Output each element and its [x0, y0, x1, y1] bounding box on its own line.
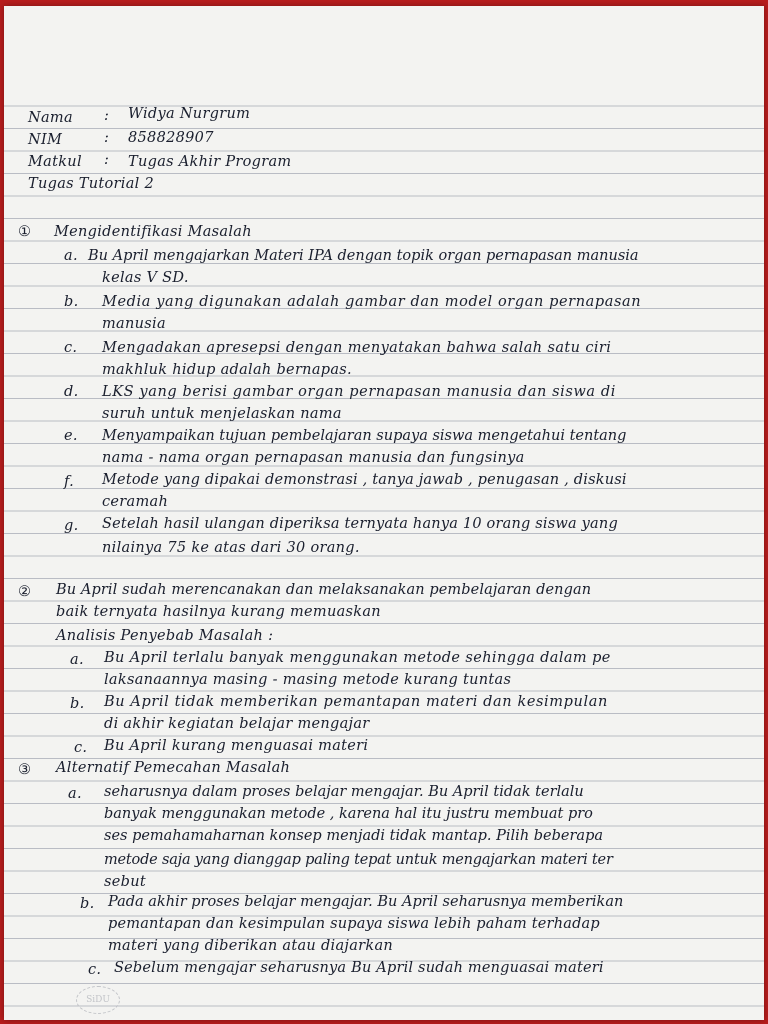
item-line: metode saja yang dianggap paling tepat untuk mengajarkan materi ter [104, 852, 613, 868]
item-line: di akhir kegiatan belajar mengajar [104, 716, 370, 732]
analysis-title: Analisis Penyebab Masalah : [56, 628, 274, 644]
section-3-title: Alternatif Pemecahan Masalah [56, 760, 291, 776]
item-line: Metode yang dipakai demonstrasi , tanya jawab , penugasan , diskusi [102, 472, 627, 488]
item-line: seharusnya dalam proses belajar mengajar. Bu April tidak terlalu [104, 784, 584, 800]
matkul-label: Matkul [28, 154, 82, 170]
matkul-value: Tugas Akhir Program [128, 154, 292, 170]
item-line: Bu April mengajarkan Materi IPA dengan topik organ pernapasan manusia [88, 248, 639, 264]
item-line: makhluk hidup adalah bernapas. [102, 362, 352, 378]
item-line: pemantapan dan kesimpulan supaya siswa lebih paham terhadap [108, 916, 600, 932]
section-2-line: baik ternyata hasilnya kurang memuaskan [56, 604, 381, 620]
item-letter: a. [64, 248, 78, 264]
item-letter: c. [88, 962, 102, 978]
item-line: Bu April terlalu banyak menggunakan metode sehingga dalam pe [104, 650, 611, 666]
item-line: Bu April tidak memberikan pemantapan materi dan kesimpulan [104, 694, 608, 710]
item-line: Setelah hasil ulangan diperiksa ternyata hanya 10 orang siswa yang [102, 516, 618, 532]
paper-watermark: SiDU [76, 986, 120, 1014]
item-line: LKS yang berisi gambar organ pernapasan manusia dan siswa di [102, 384, 616, 400]
section-1-title: Mengidentifikasi Masalah [54, 224, 252, 240]
item-line: ceramah [102, 494, 169, 510]
section-2-number: ② [18, 584, 32, 600]
name-label: Nama [28, 110, 73, 126]
item-letter: e. [64, 428, 78, 444]
nim-value: 858828907 [128, 130, 214, 146]
colon: : [104, 130, 110, 146]
item-letter: b. [80, 896, 95, 912]
item-letter: a. [70, 652, 84, 668]
item-line: ses pemahamaharnan konsep menjadi tidak mantap. Pilih beberapa [104, 828, 603, 844]
item-letter: f. [64, 474, 75, 490]
item-line: nilainya 75 ke atas dari 30 orang. [102, 540, 360, 556]
item-letter: b. [70, 696, 85, 712]
item-line: materi yang diberikan atau diajarkan [108, 938, 394, 954]
item-line: Sebelum mengajar seharusnya Bu April sudah menguasai materi [114, 960, 604, 976]
item-line: Media yang digunakan adalah gambar dan model organ pernapasan [102, 294, 642, 310]
item-line: suruh untuk menjelaskan nama [102, 406, 342, 422]
item-line: manusia [102, 316, 166, 332]
colon: : [104, 108, 110, 124]
section-2-line: Bu April sudah merencanakan dan melaksanakan pembelajaran dengan [56, 582, 592, 598]
item-line: laksanaannya masing - masing metode kurang tuntas [104, 672, 512, 688]
item-line: Mengadakan apresepsi dengan menyatakan bahwa salah satu ciri [102, 340, 612, 356]
item-letter: b. [64, 294, 79, 310]
item-letter: c. [64, 340, 78, 356]
item-line: nama - nama organ pernapasan manusia dan fungsinya [102, 450, 525, 466]
item-letter: c. [74, 740, 88, 756]
item-line: Menyampaikan tujuan pembelajaran supaya siswa mengetahui tentang [102, 428, 627, 444]
tugas-line: Tugas Tutorial 2 [28, 176, 155, 192]
item-line: Pada akhir proses belajar mengajar. Bu April seharusnya memberikan [108, 894, 624, 910]
section-3-number: ③ [18, 762, 32, 778]
section-1-number: ① [18, 224, 32, 240]
item-line: banyak menggunakan metode , karena hal itu justru membuat pro [104, 806, 593, 822]
colon: : [104, 152, 110, 168]
nim-label: NIM [28, 132, 63, 148]
name-value: Widya Nurgrum [128, 106, 251, 122]
item-line: sebut [104, 874, 146, 890]
item-line: kelas V SD. [102, 270, 189, 286]
item-line: Bu April kurang menguasai materi [104, 738, 369, 754]
notebook-page [4, 6, 764, 1020]
item-letter: a. [68, 786, 82, 802]
item-letter: d. [64, 384, 79, 400]
item-letter: g. [64, 518, 79, 534]
